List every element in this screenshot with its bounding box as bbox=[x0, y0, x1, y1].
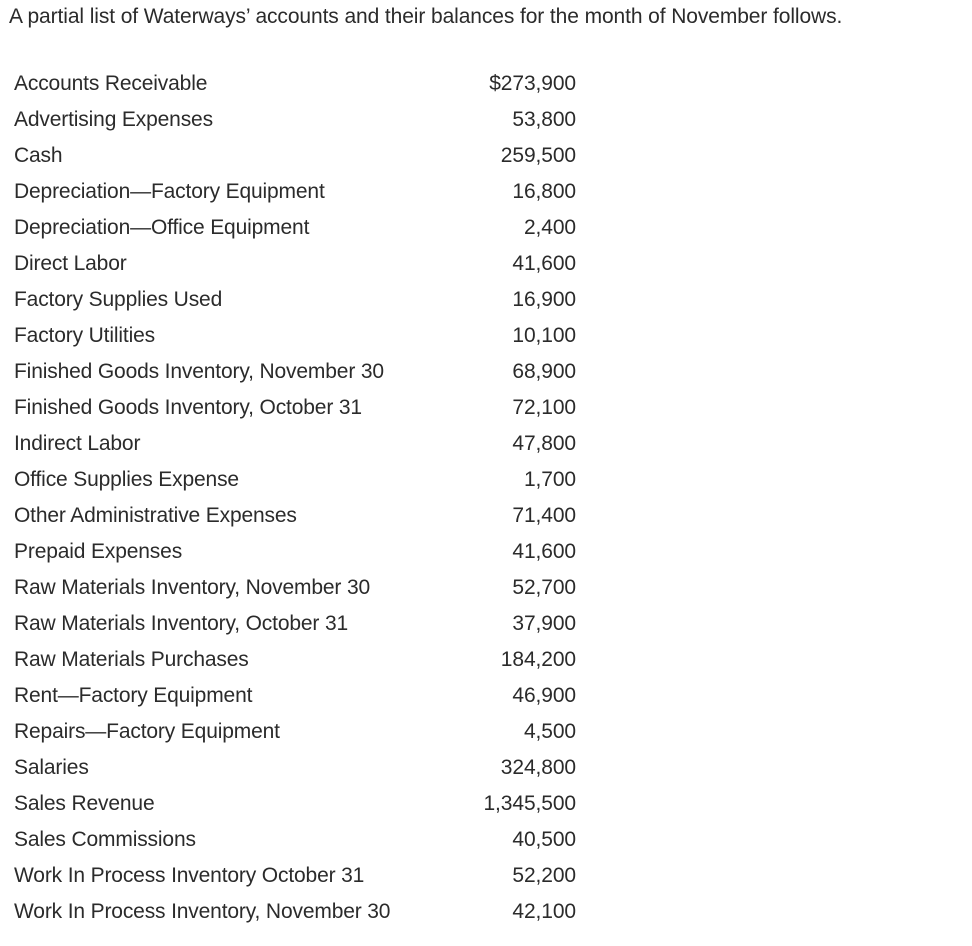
account-name: Finished Goods Inventory, November 30 bbox=[14, 360, 384, 383]
account-row bbox=[14, 786, 576, 822]
account-row bbox=[14, 282, 576, 318]
account-name: Other Administrative Expenses bbox=[14, 504, 297, 527]
account-name: Raw Materials Inventory, November 30 bbox=[14, 576, 371, 599]
account-row bbox=[14, 714, 576, 750]
account-row bbox=[14, 642, 576, 678]
account-name: Sales Revenue bbox=[14, 792, 155, 815]
account-amount: 37,900 bbox=[512, 612, 576, 635]
account-amount: 10,100 bbox=[512, 324, 576, 347]
account-amount: 1,700 bbox=[523, 468, 576, 491]
account-name: Factory Utilities bbox=[14, 324, 155, 347]
account-amount: 4,500 bbox=[523, 720, 576, 743]
account-name: Prepaid Expenses bbox=[14, 540, 183, 563]
account-row bbox=[14, 426, 576, 462]
account-row bbox=[14, 66, 576, 102]
account-row bbox=[14, 606, 576, 642]
account-row bbox=[14, 894, 576, 930]
account-row bbox=[14, 750, 576, 786]
account-name: Repairs—Factory Equipment bbox=[14, 720, 280, 743]
account-name: Cash bbox=[14, 144, 63, 167]
account-row bbox=[14, 678, 576, 714]
account-name: Finished Goods Inventory, October 31 bbox=[14, 396, 362, 419]
account-name: Office Supplies Expense bbox=[14, 468, 239, 491]
account-amount: 52,700 bbox=[512, 576, 576, 599]
account-amount: 184,200 bbox=[500, 648, 576, 671]
account-amount: 41,600 bbox=[512, 540, 576, 563]
account-name: Sales Commissions bbox=[14, 828, 196, 851]
account-name: Raw Materials Inventory, October 31 bbox=[14, 612, 349, 635]
account-amount: 47,800 bbox=[512, 432, 576, 455]
account-amount: 324,800 bbox=[500, 756, 576, 779]
account-amount: 71,400 bbox=[512, 504, 576, 527]
account-row bbox=[14, 534, 576, 570]
account-row bbox=[14, 822, 576, 858]
account-amount: 16,800 bbox=[512, 180, 576, 203]
account-name: Depreciation—Factory Equipment bbox=[14, 180, 325, 203]
account-amount: $273,900 bbox=[489, 72, 576, 95]
account-name: Factory Supplies Used bbox=[14, 288, 223, 311]
account-row bbox=[14, 390, 576, 426]
account-name: Direct Labor bbox=[14, 252, 127, 275]
account-amount: 41,600 bbox=[512, 252, 576, 275]
account-row bbox=[14, 462, 576, 498]
account-row bbox=[14, 138, 576, 174]
account-row bbox=[14, 102, 576, 138]
account-amount: 42,100 bbox=[512, 900, 576, 923]
account-amount: 72,100 bbox=[512, 396, 576, 419]
account-amount: 259,500 bbox=[500, 144, 576, 167]
account-row bbox=[14, 498, 576, 534]
account-name: Indirect Labor bbox=[14, 432, 141, 455]
account-amount: 52,200 bbox=[512, 864, 576, 887]
account-amount: 40,500 bbox=[512, 828, 576, 851]
account-row bbox=[14, 858, 576, 894]
account-amount: 1,345,500 bbox=[483, 792, 576, 815]
account-row bbox=[14, 174, 576, 210]
account-amount: 46,900 bbox=[512, 684, 576, 707]
account-name: Work In Process Inventory October 31 bbox=[14, 864, 365, 887]
account-name: Rent—Factory Equipment bbox=[14, 684, 253, 707]
account-amount: 53,800 bbox=[512, 108, 576, 131]
account-name: Work In Process Inventory, November 30 bbox=[14, 900, 391, 923]
account-amount: 16,900 bbox=[512, 288, 576, 311]
account-row bbox=[14, 570, 576, 606]
intro-text: A partial list of Waterways’ accounts and their balances for the month of November follows. bbox=[9, 5, 843, 28]
account-amount: 68,900 bbox=[512, 360, 576, 383]
account-row bbox=[14, 210, 576, 246]
account-row bbox=[14, 318, 576, 354]
account-name: Raw Materials Purchases bbox=[14, 648, 249, 671]
account-name: Salaries bbox=[14, 756, 89, 779]
account-amount: 2,400 bbox=[523, 216, 576, 239]
accounts-list bbox=[14, 66, 576, 930]
account-name: Accounts Receivable bbox=[14, 72, 208, 95]
account-name: Depreciation—Office Equipment bbox=[14, 216, 310, 239]
account-name: Advertising Expenses bbox=[14, 108, 213, 131]
account-row bbox=[14, 246, 576, 282]
account-row bbox=[14, 354, 576, 390]
